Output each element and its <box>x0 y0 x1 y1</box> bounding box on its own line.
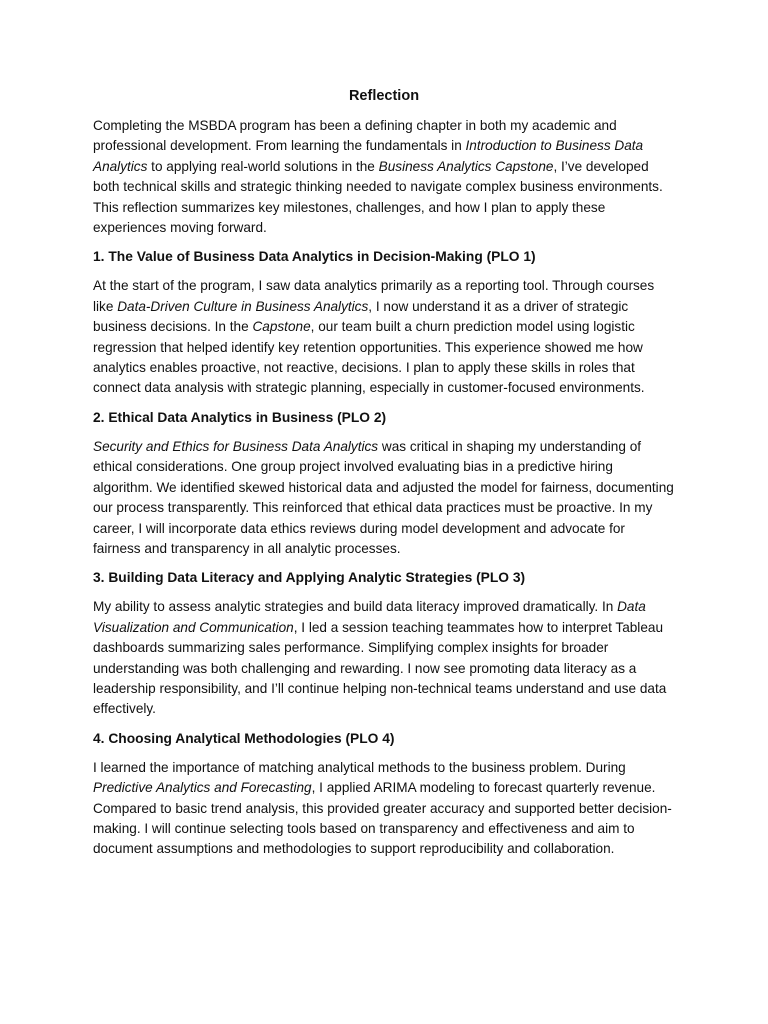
section-2-heading: 2. Ethical Data Analytics in Business (PLO 2) <box>93 409 387 425</box>
section-1-capstone: Capstone <box>252 319 311 335</box>
section-1-paragraph <box>93 276 675 398</box>
section-4-heading: 4. Choosing Analytical Methodologies (PLO 4) <box>93 730 395 746</box>
document-page <box>93 86 675 869</box>
course-title-capstone: Business Analytics Capstone <box>378 158 554 174</box>
page-title: Reflection <box>348 88 420 104</box>
section-1-heading: 1. The Value of Business Data Analytics in Decision-Making (PLO 1) <box>93 249 536 265</box>
section-4-text-1: I learned the importance of matching analytical methods to the business problem. During <box>93 759 626 775</box>
section-3-paragraph <box>93 597 675 719</box>
intro-text-2: to applying real-world solutions in the <box>147 158 379 174</box>
section-2-paragraph <box>93 437 675 559</box>
section-3-text-1: My ability to assess analytic strategies and build data literacy improved dramatically. In <box>93 599 618 615</box>
intro-paragraph <box>93 116 675 238</box>
intro-text-3: , I’ve developed both technical skills and strategic thinking needed to navigate complex business environments. This reflection summarizes key milestones, challenges, and how I plan to apply these experiences moving forward. <box>93 158 663 236</box>
section-3-text-2: , I led a session teaching teammates how to interpret Tableau dashboards summarizing sales performance. Simplifying complex insights for broader understanding was both challenging and rewarding. I now see promoting data literacy as a leadership responsibility, and I’ll continue helping non-technical teams understand and use data effectively. <box>93 619 667 717</box>
course-title-intro: Introduction to Business Data Analytics <box>93 138 644 174</box>
section-2-text-1: was critical in shaping my understanding of ethical considerations. One group project involved evaluating bias in a predictive hiring algorithm. We identified skewed historical data and adjusted the model for fairness, documenting our process transparently. This reinforced that ethical data practices must be proactive. In my career, I will incorporate data ethics reviews during model development and advocate for fairness and transparency in all analytic processes. <box>93 438 674 556</box>
section-1-text-1: At the start of the program, I saw data analytics primarily as a reporting tool. Through courses like <box>93 278 655 314</box>
section-1-course-title: Data-Driven Culture in Business Analytics <box>117 298 369 314</box>
intro-text-1: Completing the MSBDA program has been a defining chapter in both my academic and professional development. From learning the fundamentals in <box>93 118 617 154</box>
section-3-course-title: Data Visualization and Communication <box>93 599 646 635</box>
section-2-course-title: Security and Ethics for Business Data Analytics <box>93 438 379 454</box>
section-3-heading: 3. Building Data Literacy and Applying Analytic Strategies (PLO 3) <box>93 570 526 586</box>
section-1-text-3: , our team built a churn prediction model using logistic regression that helped identify key retention opportunities. This experience showed me how analytics enables proactive, not reactive, decisions. I plan to apply these skills in roles that connect data analysis with strategic planning, especially in customer-focused environments. <box>93 319 645 396</box>
section-4-paragraph <box>93 758 675 860</box>
section-4-text-2: , I applied ARIMA modeling to forecast quarterly revenue. Compared to basic trend analysis, this provided greater accuracy and supported better decision-making. I will continue selecting tools based on transparency and effectiveness and aim to document assumptions and methodologies to support reproducibility and collaboration. <box>93 780 672 857</box>
section-4-course-title: Predictive Analytics and Forecasting <box>93 780 312 796</box>
section-1-text-2: , I now understand it as a driver of strategic business decisions. In the <box>93 298 629 335</box>
